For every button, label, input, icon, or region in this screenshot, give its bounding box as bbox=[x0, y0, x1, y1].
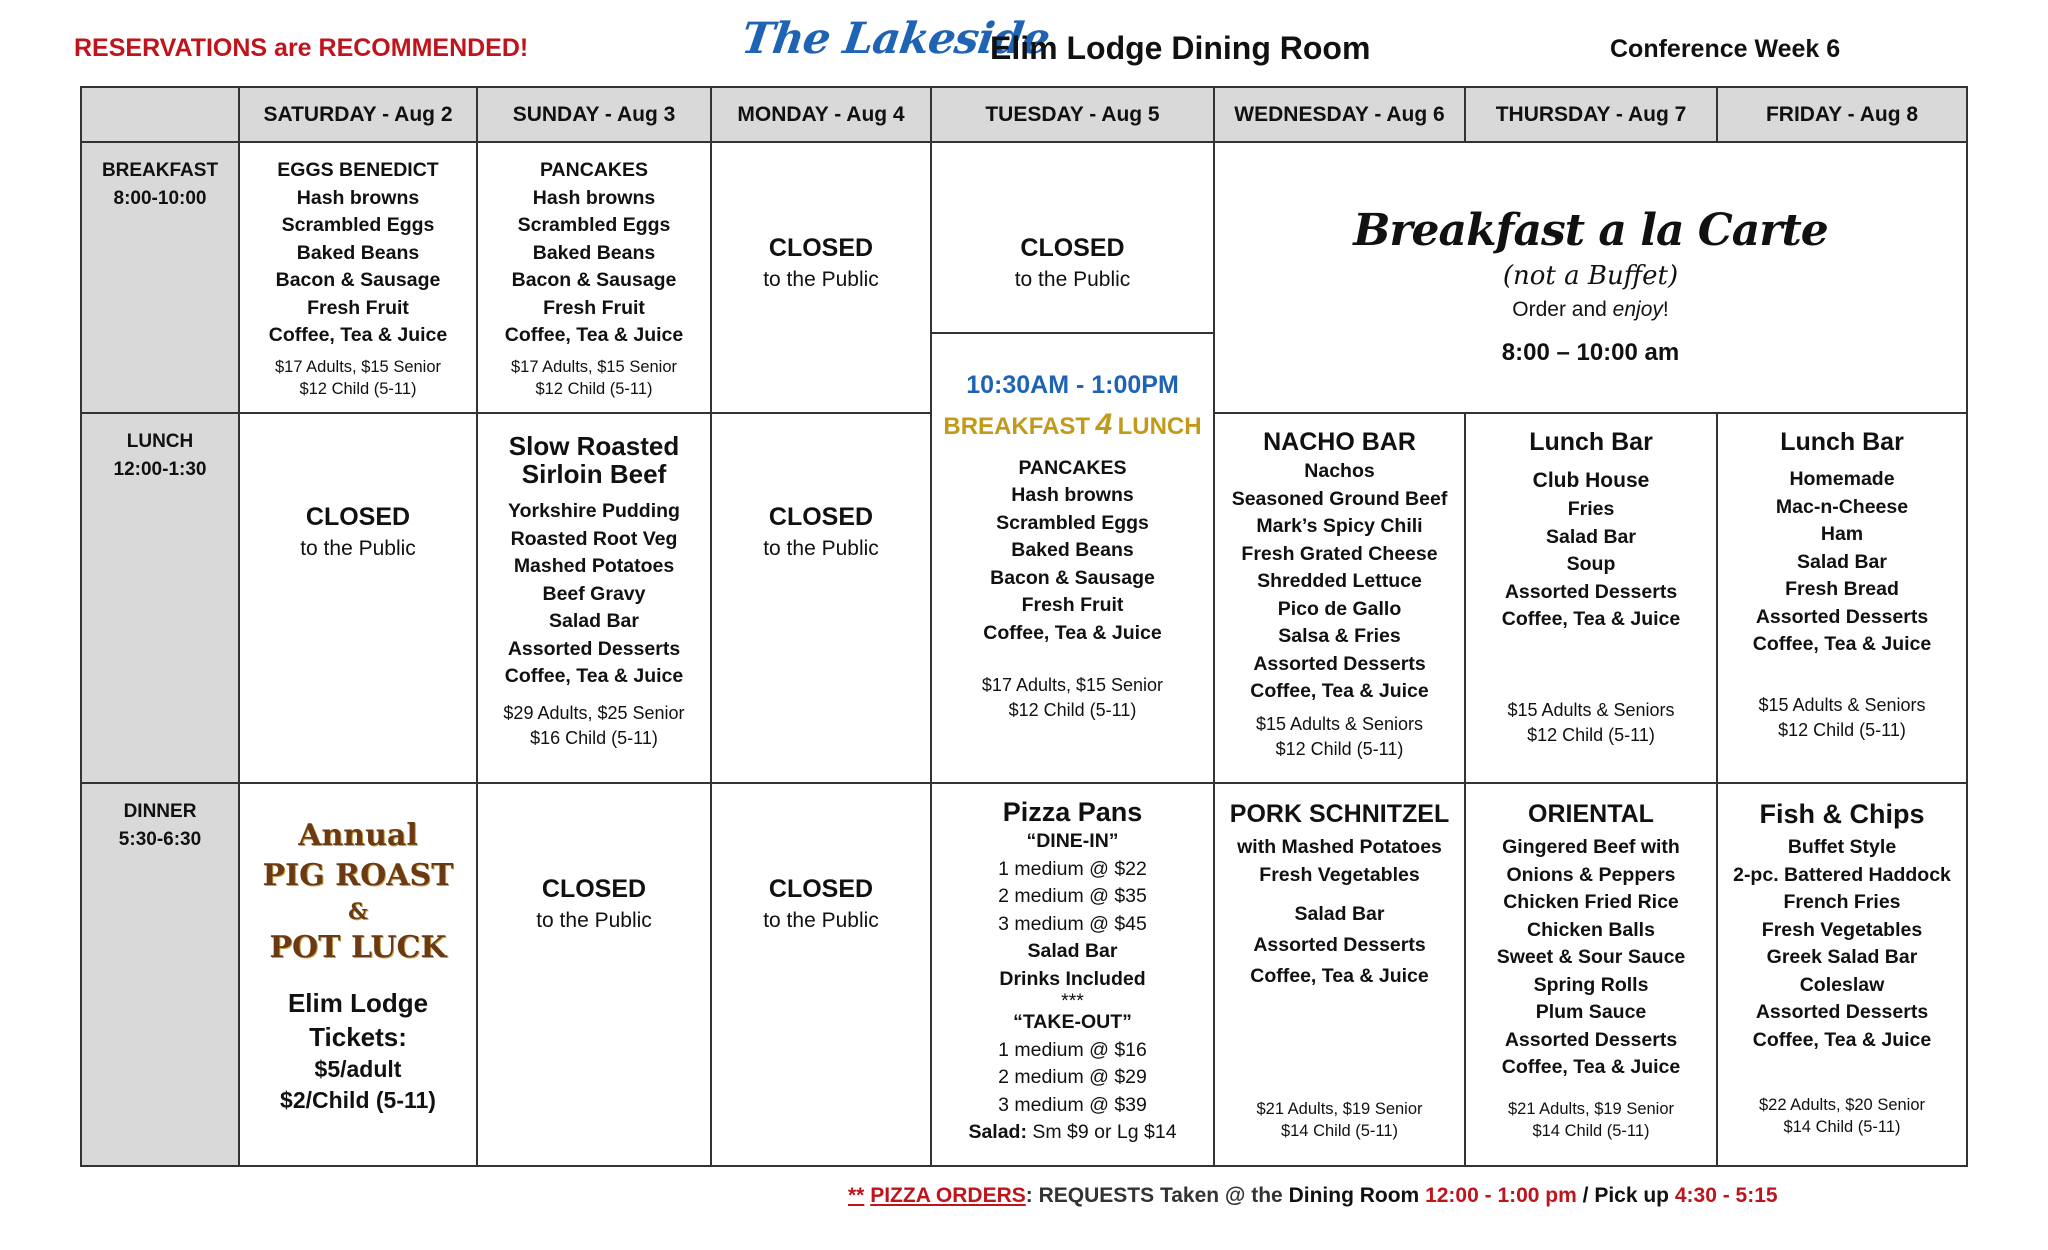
menu-item: Coffee, Tea & Juice bbox=[504, 665, 684, 687]
dish-title: Lunch Bar bbox=[1780, 428, 1904, 456]
menu-item: Roasted Root Veg bbox=[510, 527, 678, 550]
carte-time: 8:00 – 10:00 am bbox=[1501, 339, 1680, 366]
closed-subtitle: to the Public bbox=[763, 537, 879, 560]
menu-item: Coffee, Tea & Juice bbox=[504, 324, 684, 346]
closed-subtitle: to the Public bbox=[763, 909, 879, 932]
meal-name: BREAKFAST bbox=[101, 160, 219, 181]
lunch-sat bbox=[238, 412, 478, 784]
lunch-mon bbox=[710, 412, 932, 784]
menu-item: Chicken Balls bbox=[1527, 918, 1655, 941]
menu-item: Scrambled Eggs bbox=[996, 511, 1149, 534]
menu-item: Yorkshire Pudding bbox=[508, 500, 680, 522]
day-header-mon: MONDAY - Aug 4 bbox=[710, 86, 932, 143]
menu-item: Shredded Lettuce bbox=[1257, 570, 1422, 592]
menu-item: Assorted Desserts bbox=[1755, 1001, 1929, 1023]
menu-item: Fresh Fruit bbox=[1021, 594, 1124, 616]
page-title: Elim Lodge Dining Room bbox=[990, 30, 1371, 66]
pizza-price: 3 medium @ $45 bbox=[998, 912, 1147, 935]
menu-item: Bacon & Sausage bbox=[275, 269, 441, 291]
day-header-sat: SATURDAY - Aug 2 bbox=[238, 86, 478, 143]
menu-item: Scrambled Eggs bbox=[517, 214, 671, 236]
menu-item: Coffee, Tea & Juice bbox=[983, 621, 1162, 644]
price-line: $15 Adults & Seniors bbox=[1758, 694, 1926, 715]
closed-title: CLOSED bbox=[305, 503, 411, 531]
dish-title: Slow Roasted bbox=[508, 431, 680, 461]
breakfast-a-la-carte bbox=[1213, 141, 1968, 414]
dinner-tue bbox=[930, 782, 1215, 1167]
menu-item: Ham bbox=[1820, 523, 1864, 545]
dinner-sat bbox=[238, 782, 478, 1167]
menu-item: Chicken Fried Rice bbox=[1503, 891, 1679, 913]
lunch-fri bbox=[1716, 412, 1968, 784]
dish-title: EGGS BENEDICT bbox=[277, 159, 439, 181]
breakfast-sun bbox=[476, 141, 712, 414]
lodge-text: Elim Lodge bbox=[287, 988, 429, 1018]
menu-item: Assorted Desserts bbox=[1755, 605, 1929, 628]
footer-stars: ** bbox=[848, 1184, 865, 1207]
carte-order-line bbox=[1215, 293, 1966, 327]
menu-item: Hash browns bbox=[296, 186, 420, 209]
menu-item: Salad Bar bbox=[549, 610, 639, 632]
menu-item: Assorted Desserts bbox=[1253, 652, 1426, 675]
dish-title: Fish & Chips bbox=[1759, 799, 1925, 829]
meal-label-lunch bbox=[80, 412, 240, 784]
closed-subtitle: to the Public bbox=[300, 537, 416, 560]
dish-title: PORK SCHNITZEL bbox=[1229, 800, 1450, 828]
pizza-price: 1 medium @ $16 bbox=[998, 1038, 1147, 1061]
dish-title: Sirloin Beef bbox=[521, 459, 667, 489]
day-header-sun: SUNDAY - Aug 3 bbox=[476, 86, 712, 143]
meal-time: 12:00-1:30 bbox=[113, 459, 207, 480]
menu-item: Buffet Style bbox=[1787, 836, 1897, 858]
menu-item: Baked Beans bbox=[1011, 539, 1134, 561]
pizza-price: 1 medium @ $22 bbox=[998, 857, 1147, 880]
menu-item: Coffee, Tea & Juice bbox=[1501, 1056, 1681, 1078]
corner-cell bbox=[80, 86, 240, 143]
pig-roast-line: PIG ROAST bbox=[262, 858, 454, 893]
menu-item: Greek Salad Bar bbox=[1766, 946, 1918, 968]
footer-colon: : bbox=[1025, 1184, 1033, 1207]
price-line: $15 Adults & Seniors bbox=[1255, 713, 1424, 734]
separator-stars: *** bbox=[1061, 990, 1084, 1012]
menu-item: Fresh Vegetables bbox=[1259, 863, 1420, 886]
footer-pickup: / Pick up bbox=[1576, 1184, 1675, 1207]
price-line: $29 Adults, $25 Senior bbox=[503, 702, 685, 723]
tuesday-brunch bbox=[930, 332, 1215, 784]
day-header-fri: FRIDAY - Aug 8 bbox=[1716, 86, 1968, 143]
menu-item: Onions & Peppers bbox=[1506, 863, 1676, 886]
pig-roast-line: & bbox=[348, 899, 368, 925]
pig-roast-line: Annual bbox=[298, 818, 418, 853]
day-header-thu: THURSDAY - Aug 7 bbox=[1464, 86, 1718, 143]
menu-item: Hash browns bbox=[532, 186, 656, 209]
menu-item: Hash browns bbox=[1011, 484, 1134, 506]
carte-subtitle: (not a Buffet) bbox=[1502, 261, 1679, 291]
meal-label-breakfast bbox=[80, 141, 240, 414]
pizza-orders-footer bbox=[848, 1184, 1778, 1208]
menu-item: Mac-n-Cheese bbox=[1775, 495, 1909, 518]
enjoy-text: enjoy bbox=[1612, 298, 1663, 321]
menu-item: Club House bbox=[1532, 469, 1650, 492]
closed-subtitle: to the Public bbox=[763, 268, 879, 291]
price-line: $16 Child (5-11) bbox=[530, 727, 658, 748]
price-line: $15 Adults & Seniors bbox=[1507, 699, 1675, 720]
brunch-time: 10:30AM - 1:00PM bbox=[966, 371, 1179, 399]
menu-item: Mashed Potatoes bbox=[513, 555, 675, 577]
menu-item: Fresh Fruit bbox=[307, 296, 409, 319]
breakfast-tue bbox=[930, 141, 1215, 334]
brunch-label-4: 4 bbox=[1095, 407, 1113, 441]
dine-in-label: “DINE-IN” bbox=[1026, 830, 1119, 852]
exclaim-text: ! bbox=[1662, 298, 1669, 321]
pig-roast-line: POT LUCK bbox=[269, 930, 447, 965]
brunch-label-a: BREAKFAST bbox=[943, 412, 1091, 440]
salad-price-line bbox=[932, 1119, 1213, 1147]
menu-item: Baked Beans bbox=[296, 241, 420, 264]
pizza-price: 2 medium @ $29 bbox=[998, 1066, 1147, 1088]
lakeside-logo: The Lakeside bbox=[738, 14, 1053, 64]
salad-price: Sm $9 or Lg $14 bbox=[1026, 1121, 1177, 1143]
meal-name: LUNCH bbox=[126, 431, 194, 452]
closed-title: CLOSED bbox=[1020, 234, 1125, 262]
menu-item: Assorted Desserts bbox=[1253, 934, 1426, 956]
footer-dining-room: Dining Room bbox=[1288, 1184, 1420, 1207]
menu-item: Salad Bar bbox=[1797, 550, 1887, 573]
menu-item: Beef Gravy bbox=[542, 582, 646, 605]
price-line: $12 Child (5-11) bbox=[299, 379, 417, 398]
dinner-thu bbox=[1464, 782, 1718, 1167]
price-line: $17 Adults, $15 Senior bbox=[274, 357, 442, 376]
dish-title: PANCAKES bbox=[540, 159, 648, 181]
dish-title: Lunch Bar bbox=[1529, 428, 1653, 456]
tickets-label: Tickets: bbox=[309, 1022, 407, 1052]
menu-item: Fresh Fruit bbox=[543, 296, 645, 319]
menu-item: Coffee, Tea & Juice bbox=[1752, 633, 1932, 655]
menu-item: PANCAKES bbox=[1018, 456, 1127, 479]
menu-item: Drinks Included bbox=[999, 967, 1146, 990]
menu-item: Plum Sauce bbox=[1535, 1001, 1647, 1023]
menu-item: Homemade bbox=[1789, 468, 1895, 490]
menu-item: Bacon & Sausage bbox=[990, 566, 1155, 589]
menu-item: Coffee, Tea & Juice bbox=[1250, 965, 1429, 987]
menu-item: Coffee, Tea & Juice bbox=[1752, 1028, 1932, 1051]
dish-title: ORIENTAL bbox=[1528, 800, 1654, 828]
brunch-label-b: LUNCH bbox=[1117, 412, 1202, 440]
conference-week: Conference Week 6 bbox=[1610, 35, 1841, 63]
meal-label-dinner bbox=[80, 782, 240, 1167]
dinner-mon bbox=[710, 782, 932, 1167]
menu-item: Spring Rolls bbox=[1533, 973, 1649, 996]
ticket-price: $2/Child (5-11) bbox=[280, 1087, 436, 1113]
price-line: $14 Child (5-11) bbox=[1783, 1118, 1901, 1136]
menu-item: Salad Bar bbox=[1027, 940, 1118, 962]
menu-item: Pico de Gallo bbox=[1277, 597, 1402, 620]
menu-item: Sweet & Sour Sauce bbox=[1496, 946, 1686, 968]
footer-time-1: 12:00 - 1:00 pm bbox=[1419, 1184, 1577, 1207]
menu-item: Assorted Desserts bbox=[1504, 580, 1678, 603]
lunch-thu bbox=[1464, 412, 1718, 784]
dinner-sun bbox=[476, 782, 712, 1167]
price-line: $12 Child (5-11) bbox=[1275, 738, 1404, 759]
menu-item: Nachos bbox=[1304, 460, 1375, 482]
price-line: $12 Child (5-11) bbox=[1527, 724, 1655, 745]
footer-requests: REQUESTS Taken @ the bbox=[1032, 1184, 1289, 1207]
dinner-fri bbox=[1716, 782, 1968, 1167]
closed-subtitle: to the Public bbox=[536, 909, 652, 932]
menu-item: Salad Bar bbox=[1294, 903, 1385, 925]
closed-subtitle: to the Public bbox=[1014, 268, 1131, 291]
price-line: $12 Child (5-11) bbox=[535, 379, 653, 398]
dish-title: Pizza Pans bbox=[1002, 797, 1143, 827]
price-line: $14 Child (5-11) bbox=[1532, 1121, 1650, 1140]
menu-item: Seasoned Ground Beef bbox=[1231, 487, 1448, 510]
breakfast-sat bbox=[238, 141, 478, 414]
menu-item: Fries bbox=[1567, 498, 1615, 520]
pizza-price: 3 medium @ $39 bbox=[998, 1093, 1147, 1116]
price-line: $17 Adults, $15 Senior bbox=[510, 357, 678, 376]
menu-item: Coffee, Tea & Juice bbox=[1250, 680, 1429, 702]
meal-name: DINNER bbox=[123, 801, 197, 822]
lunch-sun bbox=[476, 412, 712, 784]
menu-item: Coffee, Tea & Juice bbox=[1501, 608, 1681, 630]
dish-title: NACHO BAR bbox=[1263, 428, 1416, 456]
price-line: $21 Adults, $19 Senior bbox=[1507, 1099, 1675, 1118]
day-header-tue: TUESDAY - Aug 5 bbox=[930, 86, 1215, 143]
price-line: $21 Adults, $19 Senior bbox=[1256, 1100, 1423, 1118]
menu-item: Gingered Beef with bbox=[1502, 836, 1680, 858]
menu-item: Fresh Bread bbox=[1785, 578, 1899, 600]
menu-item: Assorted Desserts bbox=[507, 637, 681, 660]
closed-title: CLOSED bbox=[768, 875, 874, 903]
closed-title: CLOSED bbox=[768, 234, 874, 262]
menu-item: Fresh Vegetables bbox=[1761, 918, 1923, 941]
menu-item: Soup bbox=[1566, 553, 1616, 575]
reservations-note: RESERVATIONS are RECOMMENDED! bbox=[74, 34, 529, 62]
menu-item: Bacon & Sausage bbox=[511, 269, 677, 291]
menu-item: Assorted Desserts bbox=[1504, 1028, 1678, 1051]
menu-item: Scrambled Eggs bbox=[281, 214, 435, 236]
price-line: $17 Adults, $15 Senior bbox=[981, 675, 1164, 695]
price-line: $22 Adults, $20 Senior bbox=[1758, 1096, 1926, 1114]
menu-item: Salsa & Fries bbox=[1278, 625, 1401, 647]
meal-time: 8:00-10:00 bbox=[113, 188, 207, 209]
menu-item: 2-pc. Battered Haddock bbox=[1733, 863, 1951, 886]
menu-item: Fresh Grated Cheese bbox=[1241, 542, 1438, 565]
lunch-wed bbox=[1213, 412, 1466, 784]
dinner-wed bbox=[1213, 782, 1466, 1167]
menu-item: French Fries bbox=[1783, 891, 1901, 913]
brunch-label bbox=[932, 408, 1213, 445]
menu-item: Baked Beans bbox=[532, 241, 656, 264]
salad-label: Salad: bbox=[968, 1121, 1027, 1143]
closed-title: CLOSED bbox=[541, 875, 647, 903]
price-line: $14 Child (5-11) bbox=[1280, 1122, 1399, 1140]
price-line: $12 Child (5-11) bbox=[1008, 700, 1137, 720]
breakfast-mon bbox=[710, 141, 932, 414]
menu-item: Coleslaw bbox=[1799, 973, 1885, 996]
menu-item: Mark’s Spicy Chili bbox=[1256, 515, 1423, 537]
order-text: Order and bbox=[1512, 298, 1613, 321]
menu-item: with Mashed Potatoes bbox=[1237, 836, 1442, 858]
ticket-price: $5/adult bbox=[314, 1056, 402, 1082]
price-line: $12 Child (5-11) bbox=[1778, 719, 1906, 740]
closed-title: CLOSED bbox=[768, 503, 874, 531]
footer-pizza-orders: PIZZA ORDERS bbox=[870, 1184, 1026, 1207]
carte-title: Breakfast a la Carte bbox=[1353, 205, 1828, 256]
take-out-label: “TAKE-OUT” bbox=[1013, 1011, 1132, 1033]
pizza-price: 2 medium @ $35 bbox=[998, 885, 1147, 907]
meal-time: 5:30-6:30 bbox=[118, 829, 202, 850]
menu-item: Salad Bar bbox=[1546, 525, 1636, 548]
footer-time-2: 4:30 - 5:15 bbox=[1674, 1184, 1778, 1207]
menu-item: Coffee, Tea & Juice bbox=[268, 324, 448, 346]
day-header-wed: WEDNESDAY - Aug 6 bbox=[1213, 86, 1466, 143]
